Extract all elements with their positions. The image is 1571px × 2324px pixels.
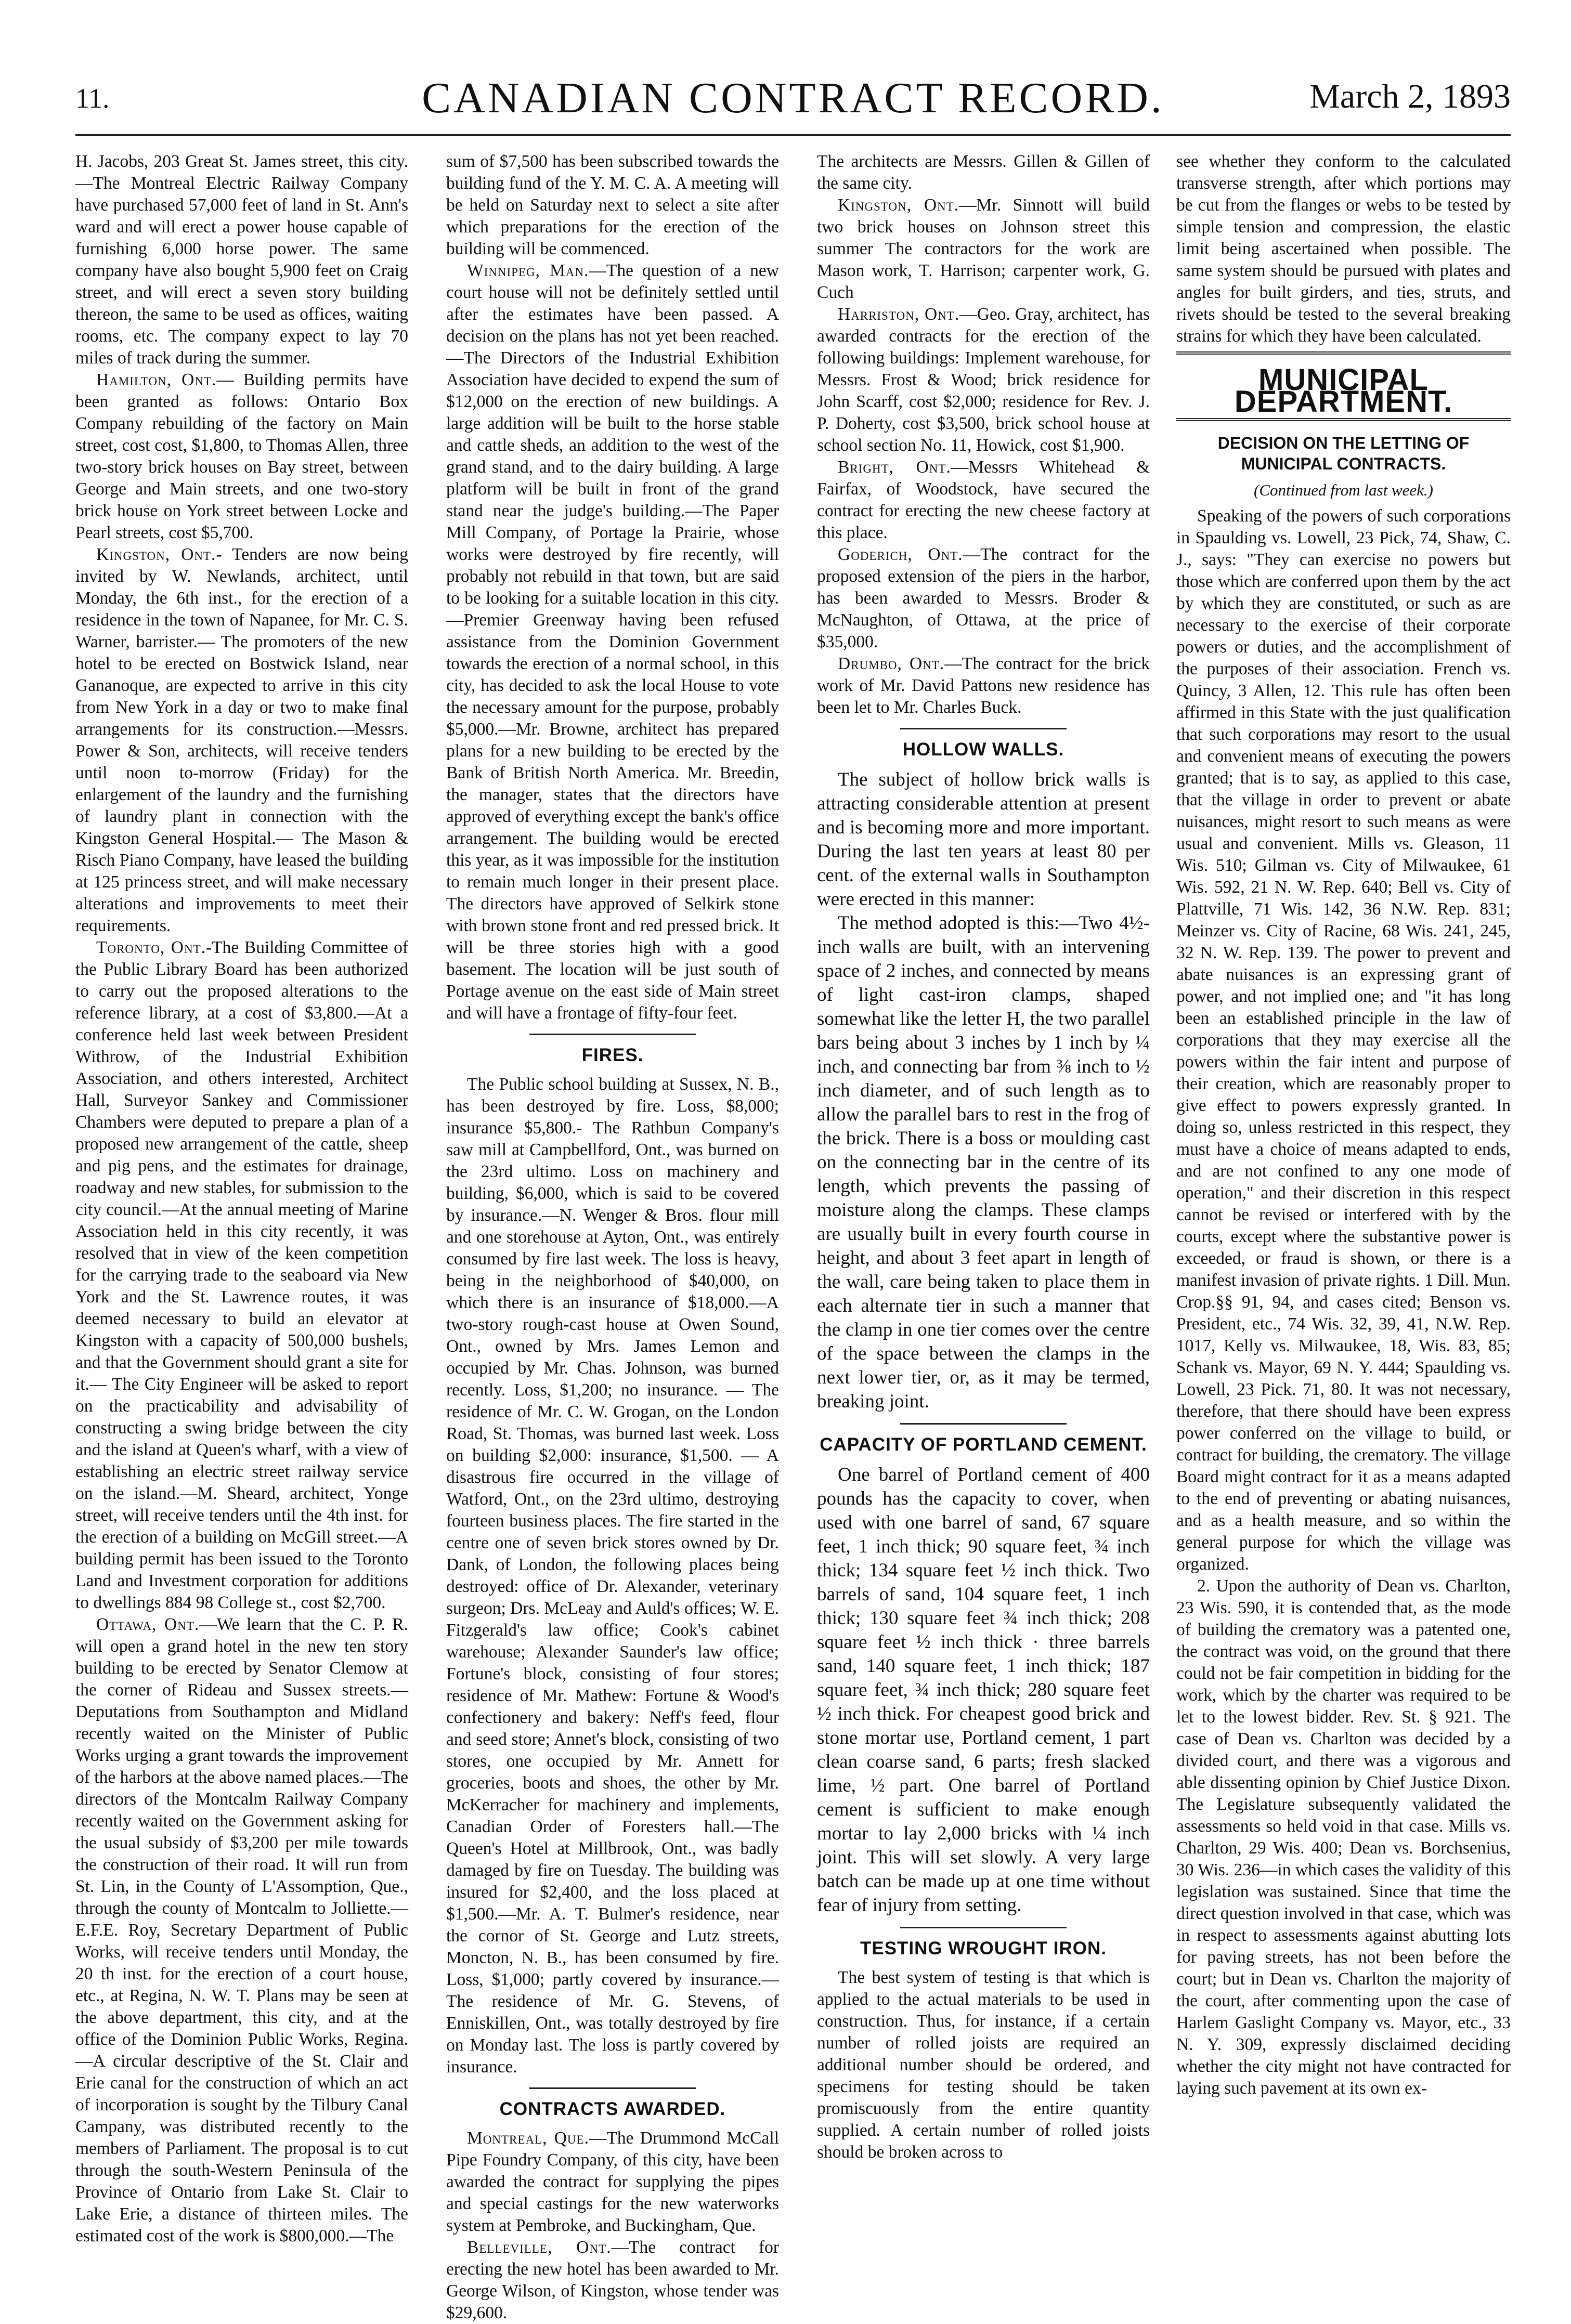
- section-rule: [900, 1927, 1067, 1928]
- paragraph-text: —The Drummond McCall Pipe Foundry Company, of this city, have been awarded the contract for supplying the pipes and special castings for the new waterworks system at Pembroke, and Buckingham, Que.: [446, 2129, 779, 2235]
- paragraph: Speaking of the powers of such corporations in Spaulding vs. Lowell, 23 Pick, 74, Shaw, C. J., says: "They can exercise no powers but those which are conferred upon them by the act by which they are constituted, or such as are necessary to the exercise of their corporate powers or duties, and the accomplishment of the purposes of their association. French vs. Quincy, 3 Allen, 12. This rule has often been affirmed in this State with the just qualification that such corporations may resort to the usual and convenient means of executing the powers granted; that is to say, as applied to this case, that the village in order to prevent or abate nuisances, might resort to such means as were usual and convenient. Mills vs. Gleason, 11 Wis. 510; Gilman vs. City of Milwaukee, 61 Wis. 592, 21 N. W. Rep. 640; Bell vs. City of Plattville, 71 Wis. 142, 36 N.W. Rep. 831; Meinzer vs. City of Racine, 68 Wis. 241, 245, 32 N. W. Rep. 139. The power to prevent and abate nuisances is an expressing grant of power, and not implied one; and "it has long been an established principle in the law of corporations that they may exercise all the powers within the fair intent and purpose of their creation, which are reasonably proper to give effect to powers expressly granted. In doing so, unless restricted in this respect, they must have a choice of means adapted to ends, and are not confined to any one mode of operation," and their discretion in this respect cannot be revised or interfered with by the courts, except where the substantive power is exceeded, or fraud is shown, or there is a manifest invasion of private rights. 1 Dill. Mun. Crop.§§ 91, 94, and cases cited; Benson vs. President, etc., 74 Wis. 32, 39, 41, N.W. Rep. 1017, Kelly vs. Milwaukee, 18, Wis. 83, 85; Schank vs. Mayor, 69 N. Y. 444; Spaulding vs. Lowell, 23 Pick. 71, 80. It was not necessary, therefore, that there should have been express power conferred on the village to build, or contract for building, the crematory. The village Board might contract for it as a means adapted to the end of preventing or abating nuisances, and as a health measure, and so within the general purpose for which the village was organized.: [1176, 506, 1511, 1574]
- dateline: Toronto, Ont.: [96, 938, 206, 957]
- department-title: MUNICIPAL DEPARTMENT.: [1234, 363, 1453, 419]
- dateline: Bright, Ont.: [838, 458, 951, 477]
- paragraph: sum of $7,500 has been subscribed towards the building fund of the Y. M. C. A. A meeting will be held on Saturday next to select a site after which preparations for the erection of the building will be commenced.: [446, 152, 779, 258]
- dateline: Goderich, Ont.: [838, 545, 963, 564]
- paragraph: H. Jacobs, 203 Great St. James street, this city. —The Montreal Electric Railway Company have purchased 57,000 feet of land in St. Ann's ward and will erect a power house capable of furnishing 6,000 horse power. The same company have also bought 5,900 feet on Craig street, and will erect a seven story building thereon, the same to be used as offices, waiting rooms, etc. The company expect to lay 70 miles of track during the summer.: [75, 152, 408, 368]
- paragraph-text: —The contract for the brick work of Mr. David Pattons new residence has been let to Mr. Charles Buck.: [817, 654, 1150, 717]
- paragraph: [75, 544, 408, 937]
- paragraph-text: —Mr. Sinnott will build two brick houses on Johnson street this summer The contractors for the work are Mason work, T. Harrison; carpenter work, G. Cuch: [817, 195, 1150, 302]
- dateline: Hamilton, Ont.: [96, 370, 217, 389]
- section-rule: [900, 1423, 1067, 1425]
- paragraph-text: —The question of a new court house will not be definitely settled until after the estimates have been passed. A decision on the plans has not yet been reached.—The Directors of the Industrial Exhibition Association have decided to expend the sum of $12,000 on the erection of new buildings. A large addition will be built to the horse stable and cattle sheds, an addition to the west of the grand stand, and to the dairy building. A large platform will be built in front of the grand stand near the judge's building.—The Paper Mill Company, of Portage la Prairie, whose works were destroyed by fire recently, will probably not rebuild in that town, but are said to be looking for a suitable location in this city.—Premier Greenway having been refused assistance from the Dominion Government towards the erection of a normal school, in this city, has decided to ask the local House to vote the necessary amount for the purpose, probably $5,000.—Mr. Browne, architect has prepared plans for a new building to be erected by the Bank of British North America. Mr. Breedin, the manager, states that the directors have approved of everything except the bank's office arrangement. The building would be erected this year, as it was impossible for the institution to remain much longer in their present place. The directors have approved of Selkirk stone with brown stone front and red pressed brick. It will be three stories high with a good basement. The location will be just south of Portage avenue on the east side of Main street and will have a frontage of fifty-four feet.: [446, 261, 779, 1023]
- paragraph: The method adopted is this:—Two 4½-inch walls are built, with an intervening space of 2 inches, and connected by means of light cast-iron clamps, shaped somewhat like the letter H, the two parallel bars being about 3 inches by 1 inch by ¼ inch, and connecting bar from ⅜ inch to ½ inch diameter, and of such length as to allow the parallel bars to rest in the frog of the brick. There is a boss or moulding cast on the connecting bar in the centre of its length, which prevents the passing of moisture along the clamps. These clamps are usually built in every fourth course in height, and about 3 feet apart in length of the wall, care being taken to place them in each alternate tier in such a manner that the clamp in one tier comes over the centre of the space between the clamps in the next lower tier, or, as it may be termed, breaking joint.: [817, 912, 1150, 1412]
- dateline: Montreal, Que.: [467, 2129, 589, 2148]
- paragraph: [817, 304, 1150, 456]
- masthead-title: CANADIAN CONTRACT RECORD.: [422, 74, 1164, 122]
- dateline: Kingston, Ont.: [838, 195, 959, 215]
- paragraph: [446, 2237, 779, 2324]
- section-rule: [900, 728, 1067, 729]
- column-3: [817, 151, 1150, 2162]
- page-number: 11.: [75, 83, 110, 114]
- dateline: Drumbo, Ont.: [838, 654, 945, 673]
- issue-date: March 2, 1893: [1309, 77, 1511, 115]
- department-rule: [1176, 351, 1511, 355]
- paragraph: see whether they conform to the calculated transverse strength, after which portions may be cut from the flanges or webs to be tested by simple tension and compression, the elastic limit being ascertained when possible. The same system should be pursued with plates and angles for built girders, and ties, struts, and rivets should be tested to the several breaking strains for which they have been calculated.: [1176, 152, 1511, 346]
- paragraph-text: -The Building Committee of the Public Library Board has been authorized to carry out the proposed alterations to the reference library, at a cost of $3,800.—At a conference held last week between President Withrow, of the Industrial Exhibition Association, and others interested, Architect Hall, Surveyor Sankey and Commissioner Chambers were deputed to prepare a plan of a proposed new arrangement of the cattle, sheep and pig pens, and the estimates for drainage, roadway and new stables, for submission to the city council.—At the annual meeting of Marine Association held in this city recently, it was resolved that in view of the keen competition for the carrying trade to the seaboard via New York and the St. Lawrence routes, it was deemed necessary to build an elevator at Kingston with a capacity of 500,000 bushels, and that the Government should grant a site for it.— The City Engineer will be asked to report on the practicability and advisability of constructing a swing bridge between the city and the island at Queen's wharf, with a view of establishing an electric street railway service on the island.—M. Sheard, architect, Yonge street, will receive tenders until the 4th inst. for the erection of a building on McGill street.—A building permit has been issued to the Toronto Land and Investment corporation for additions to dwellings 884 98 College st., cost $2,700.: [75, 938, 409, 1612]
- paragraph: [817, 456, 1150, 544]
- paragraph: [817, 194, 1150, 304]
- paragraph: [817, 544, 1150, 653]
- paragraph: The Public school building at Sussex, N. B., has been destroyed by fire. Loss, $8,000; insurance $5,800.- The Rathbun Company's saw mill at Campbellford, Ont., was burned on the 23rd ultimo. Loss on machinery and building, $6,000, which is said to be covered by insurance.—N. Wenger & Bros. flour mill and one storehouse at Ayton, Ont., was entirely consumed by fire last week. The loss is heavy, being in the neighborhood of $40,000, on which there is an insurance of $18,000.—A two-story rough-cast house at Owen Sound, Ont., owned by Mrs. James Lemon and occupied by Mr. Chas. Johnson, was burned recently. Loss, $1,200; no insurance. — The residence of Mr. C. W. Grogan, on the London Road, St. Thomas, was burned last week. Loss on building $2,000: insurance, $1,500. — A disastrous fire occurred in the village of Watford, Ont., on the 23rd ultimo, destroying fourteen business places. The fire started in the centre one of seven brick stores owned by Dr. Dank, of London, the following places being destroyed: office of Dr. Alexander, veterinary surgeon; Drs. McLeay and Auld's offices; W. E. Fitzgerald's law office; Cook's cabinet warehouse; Alexander Saunder's law office; Fortune's block, consisting of four stores; residence of Mr. Mathew: Fortune & Wood's confectionery and bakery: Neff's feed, flour and seed store; Annet's block, consisting of two stores, one occupied by Mr. Annett for groceries, boots and shoes, the other by Mr. McKerracher for machinery and implements, Canadian Order of Foresters hall.—The Queen's Hotel at Millbrook, Ont., was badly damaged by fire on Tuesday. The building was insured for $2,400, and the loss placed at $1,500.—Mr. A. T. Bulmer's residence, near the cornor of St. George and Lutz streets, Moncton, N. B., has been consumed by fire. Loss, $1,000; partly covered by insurance.—The residence of Mr. G. Stevens, of Enniskillen, Ont., was totally destroyed by fire on Monday last. The loss is partly covered by insurance.: [446, 1075, 779, 2077]
- dateline: Belleville, Ont.: [467, 2238, 612, 2257]
- paragraph-text: —The contract for the proposed extension of the piers in the harbor, has been awarded to Messrs. Broder & McNaughton, of Ottawa, at the price of $35,000.: [817, 545, 1150, 651]
- paragraph: One barrel of Portland cement of 400 pounds has the capacity to cover, when used with one barrel of sand, 67 square feet, 1 inch thick; 90 square feet, ¾ inch thick; 134 square feet ½ inch thick. Two barrels of sand, 104 square feet, 1 inch thick; 130 square feet ¾ inch thick; 208 square feet ½ inch thick · three barrels sand, 140 square feet, 1 inch thick; 187 square feet, ¾ inch thick; 280 square feet ½ inch thick. For cheapest good brick and stone mortar use, Portland cement, 1 part clean coarse sand, 6 parts; fresh slacked lime, ½ part. One barrel of Portland cement is sufficient to make enough mortar to lay 2,000 bricks with ¼ inch joint. This will set slowly. A very large batch can be made up at one time without fear of injury from setting.: [817, 1464, 1150, 1916]
- dateline: Harriston, Ont.: [838, 305, 960, 324]
- dateline: Kingston, Ont.: [96, 545, 216, 564]
- paragraph-text: — Building permits have been granted as follows: Ontario Box Company rebuilding of the factory on Main street, cost cost, $1,800, to Thomas Allen, three two-story brick houses on Bay street, between George and Main streets, and one two-story brick house on York street between Locke and Pearl streets, cost $5,700.: [75, 370, 408, 542]
- section-heading-cement: CAPACITY OF PORTLAND CEMENT.: [820, 1434, 1147, 1455]
- paragraph: The architects are Messrs. Gillen & Gillen of the same city.: [817, 152, 1150, 193]
- section-heading-contracts: CONTRACTS AWARDED.: [499, 2099, 726, 2119]
- paragraph: [446, 2127, 779, 2237]
- continued-note: (Continued from last week.): [1254, 481, 1433, 499]
- article-title: DECISION ON THE LETTING OF MUNICIPAL CONTRACTS.: [1217, 434, 1470, 473]
- dateline: Ottawa, Ont.: [96, 1615, 200, 1634]
- paragraph: The best system of testing is that which is applied to the actual materials to be used in construction. Thus, for instance, if a certain number of rolled joists are required an additional number should be ordered, and specimens for testing should be taken promiscuously from the entire quantity supplied. A certain number of rolled joists should be broken across to: [817, 1968, 1150, 2162]
- paragraph: [446, 260, 779, 1024]
- header-rule: [75, 134, 1511, 136]
- column-4: [1176, 151, 1511, 2098]
- paragraph-text: —The contract for erecting the new hotel has been awarded to Mr. George Wilson, of Kingston, whose tender was $29,600.: [446, 2238, 779, 2322]
- section-rule: [529, 2087, 696, 2089]
- dateline: Winnipeg, Man.: [467, 261, 589, 280]
- paragraph-text: —Messrs Whitehead & Fairfax, of Woodstock, have secured the contract for erecting the new cheese factory at this place.: [817, 458, 1150, 542]
- paragraph: The subject of hollow brick walls is attracting considerable attention at present and is becoming more and more important. During the last ten years at least 80 per cent. of the external walls in Southampton were erected in this manner:: [817, 769, 1150, 910]
- page-header: [75, 61, 1511, 139]
- paragraph: 2. Upon the authority of Dean vs. Charlton, 23 Wis. 590, it is contended that, as the mode of building the crematory was a patented one, the contract was void, on the ground that there could not be fair competition in bidding for the work, which by the charter was required to be let to the lowest bidder. Rev. St. § 921. The case of Dean vs. Charlton was decided by a divided court, and there was a vigorous and able dissenting opinion by Chief Justice Dixon. The Legislature subsequently validated the assessments so held void in that case. Mills vs. Charlton, 29 Wis. 400; Dean vs. Borchsenius, 30 Wis. 236—in which cases the validity of this legislation was sustained. Since that time the direct question involved in that case, which was in respect to assessments against abutting lots for paving streets, has not been before the court; but in Dean vs. Charlton the majority of the court, after commenting upon the case of Harlem Gaslight Company vs. Mayor, etc., 33 N. Y. 309, expressly disclaimed deciding whether the city might not have contracted for laying such pavement at its own ex-: [1176, 1576, 1511, 2098]
- column-2: [446, 151, 779, 2322]
- paragraph-text: —We learn that the C. P. R. will open a grand hotel in the new ten story building to be erected by Senator Clemow at the corner of Rideau and Sussex streets.—Deputations from Southampton and Midland recently waited on the Minister of Public Works urging a grant towards the improvement of the harbors at the above named places.—The directors of the Montcalm Railway Company recently waited on the Government asking for the usual subsidy of $3,200 per mile towards the construction of their road. It will run from St. Lin, in the County of L'Assomption, Que., through the county of Montcalm to Jolliette.—E.F.E. Roy, Secretary Department of Public Works, will receive tenders until Monday, the 20 th inst. for the erection of a court house, etc., at Regina, N. W. T. Plans may be seen at the above department, this city, and at the office of the Dominion Public Works, Regina.—A circular descriptive of the St. Clair and Erie canal for the construction of which an act of incorporation is sought by the Tilbury Canal Campany, was distributed recently to the members of Parliament. The proposal is to cut through the south-Western Peninsula of the Province of Ontario from Lake St. Clair to Lake Erie, a distance of thirteen miles. The estimated cost of the work is $800,000.—The: [75, 1615, 408, 2245]
- paragraph: [817, 653, 1150, 719]
- section-heading-fires: FIRES.: [581, 1045, 644, 1065]
- section-rule: [529, 1034, 696, 1035]
- paragraph-text: —Geo. Gray, architect, has awarded contracts for the erection of the following buildings: Implement warehouse, for Messrs. Frost & Wood; brick residence for John Scarff, cost $2,000; residence for Rev. J. P. Doherty, cost $3,500, brick school house at school section No. 11, Howick, cost $1,900.: [817, 305, 1150, 455]
- paragraph: [75, 1614, 408, 2247]
- section-heading-hollow-walls: HOLLOW WALLS.: [902, 739, 1064, 760]
- section-heading-wrought-iron: TESTING WROUGHT IRON.: [860, 1938, 1107, 1959]
- paragraph-text: - Tenders are now being invited by W. Newlands, architect, until Monday, the 6th inst., for the erection of a residence in the town of Napanee, for Mr. C. S. Warner, barrister.— The promoters of the new hotel to be erected on Bostwick Island, near Gananoque, are expected to arrive in this city from New York in a day or two to make final arrangements for its construction.—Messrs. Power & Son, architects, will receive tenders until noon to-morrow (Friday) for the enlargement of the laundry and the furnishing of laundry plant in connection with the Kingston General Hospital.— The Mason & Risch Piano Company, have leased the building at 125 princess street, and will make necessary alterations and improvements to meet their requirements.: [75, 545, 408, 935]
- paragraph: [75, 369, 408, 544]
- column-1: [75, 151, 409, 2245]
- paragraph: [75, 937, 408, 1614]
